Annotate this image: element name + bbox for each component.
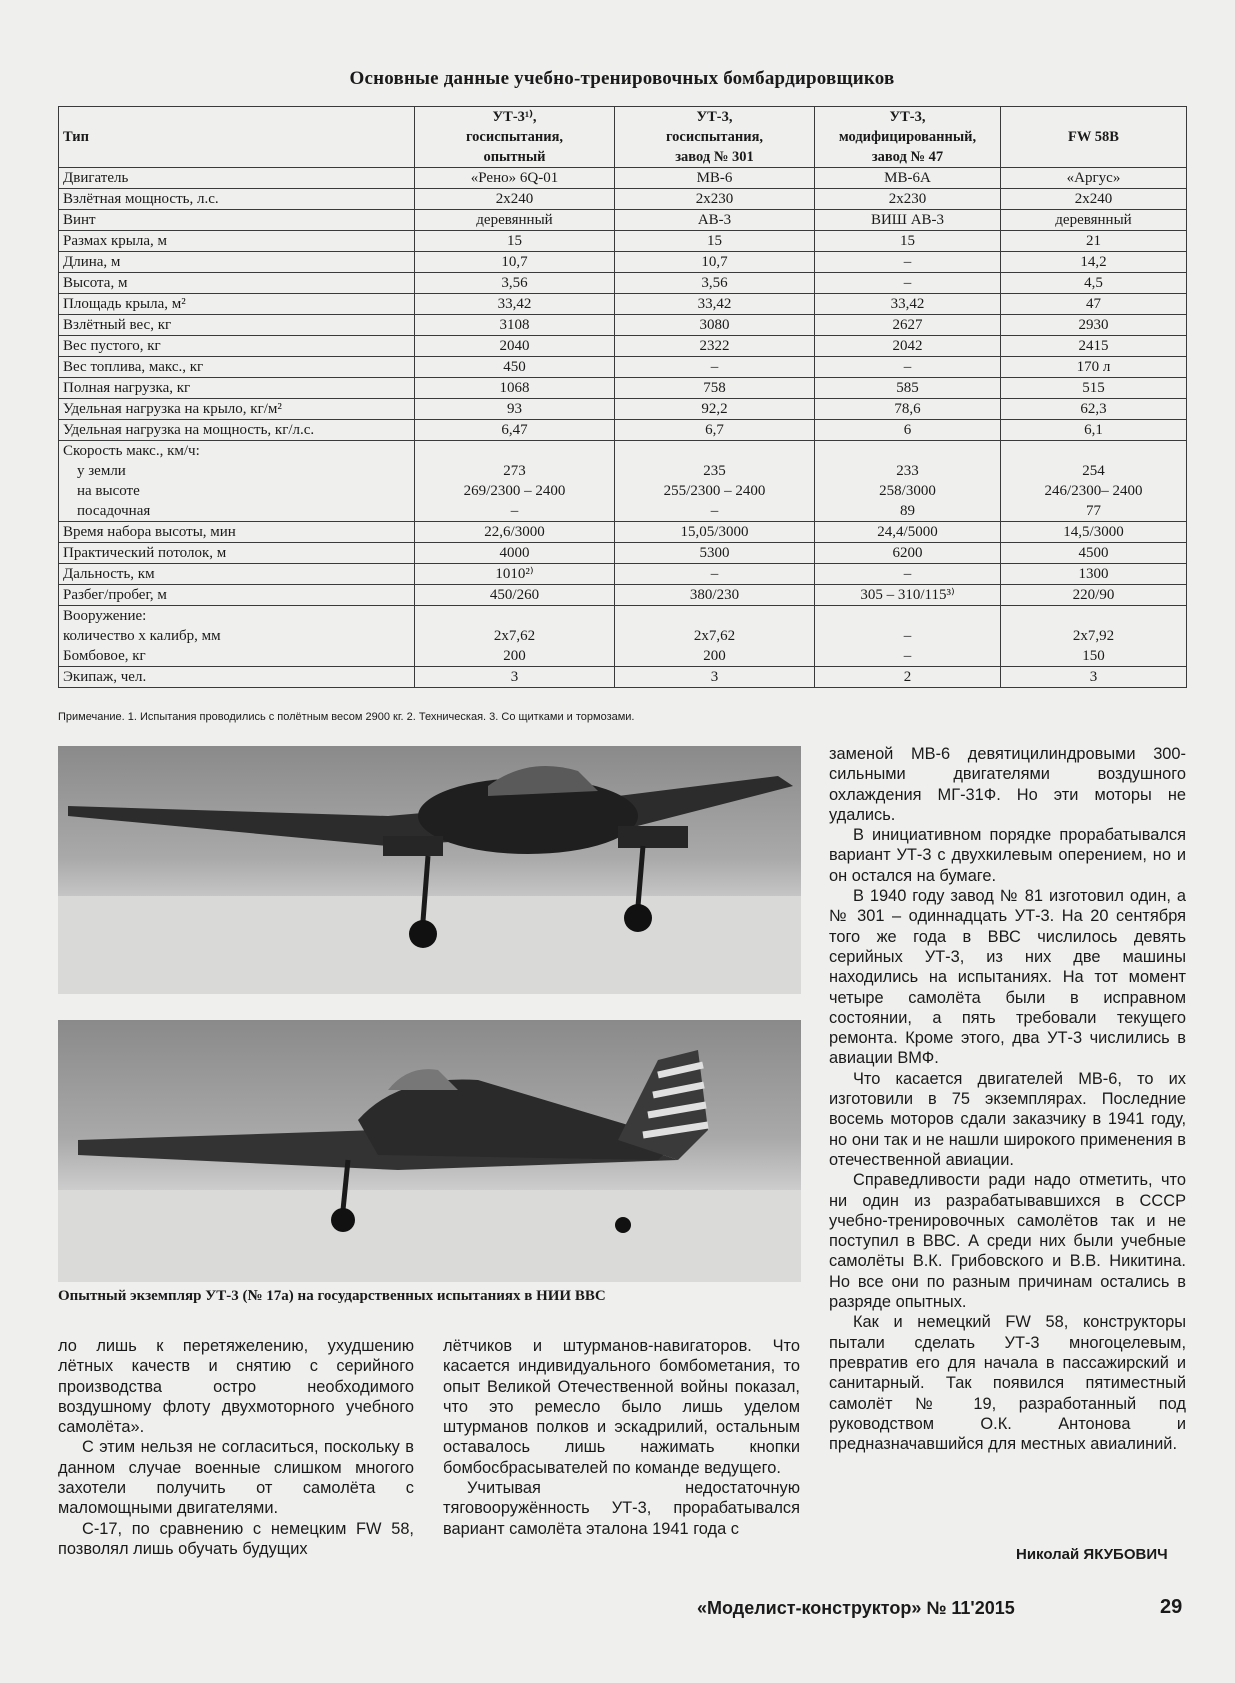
table-row (59, 564, 1187, 585)
cell-value: деревянный (415, 210, 615, 231)
cell-value: 22,6/3000 (415, 522, 615, 543)
table-row-speed: Скорость макс., км/ч: у земли на высоте посадочная 273 269/2300 – 2400 – 235 255/2300 – 2400 – 233 258/3000 89 254 246/2300– 2400 77 (59, 441, 1187, 522)
row-label: Вес пустого, кг (59, 336, 415, 357)
cell-value: 10,7 (415, 252, 615, 273)
cell-value: 10,7 (615, 252, 815, 273)
cell-value: 4,5 (1001, 273, 1187, 294)
cell-value: 6,7 (615, 420, 815, 441)
cell-value: 305 – 310/115³⁾ (815, 585, 1001, 606)
cell-value: 24,4/5000 (815, 522, 1001, 543)
table-row (59, 315, 1187, 336)
text-column-right (829, 744, 1186, 1454)
aircraft-photo-front (58, 746, 801, 994)
cell-value: 2627 (815, 315, 1001, 336)
paragraph: Учитывая недостаточную тяговооружённость УТ-3, прорабатывался вариант самолёта эталона 1941 года с (443, 1479, 800, 1538)
cell-value: 4000 (415, 543, 615, 564)
cell-value: деревянный (1001, 210, 1187, 231)
cell-value: 1300 (1001, 564, 1187, 585)
page-number: 29 (1160, 1596, 1183, 1618)
cell-value: 1068 (415, 378, 615, 399)
cell-value: 2415 (1001, 336, 1187, 357)
table-title: Основные данные учебно-тренировочных бомбардировщиков (349, 68, 895, 89)
cell-value: – (615, 564, 815, 585)
cell-value: 92,2 (615, 399, 815, 420)
row-label: Размах крыла, м (59, 231, 415, 252)
cell-value: 6,47 (415, 420, 615, 441)
cell-value: – (815, 273, 1001, 294)
table-row (59, 543, 1187, 564)
cell-value: 15 (415, 231, 615, 252)
table-row (59, 252, 1187, 273)
cell-value: 3108 (415, 315, 615, 336)
cell-value: – (815, 357, 1001, 378)
row-label: Полная нагрузка, кг (59, 378, 415, 399)
author-name: Николай ЯКУБОВИЧ (1016, 1546, 1168, 1563)
paragraph: Как и немецкий FW 58, конструкторы пытали сделать УТ-3 многоцелевым, превратив его для начала в пассажирский и санитарный. Так появился пятиместный самолёт № 19, разработанный под руководством О.К. Антонова и предназначавшийся для местных авиалиний. (829, 1313, 1186, 1454)
table-row (59, 585, 1187, 606)
cell-value: 14,5/3000 (1001, 522, 1187, 543)
cell-value: 78,6 (815, 399, 1001, 420)
cell-value: 2042 (815, 336, 1001, 357)
cell-value: 21 (1001, 231, 1187, 252)
row-label: Площадь крыла, м² (59, 294, 415, 315)
cell-value: МВ-6А (815, 168, 1001, 189)
paragraph: ло лишь к перетяжелению, ухудшению лётных качеств и снятию с серийного производства остро необходимого воздушному флоту двухмоторного учебного самолёта». (58, 1337, 414, 1437)
row-label: Время набора высоты, мин (59, 522, 415, 543)
cell-value: 1010²⁾ (415, 564, 615, 585)
specs-table (58, 106, 1187, 688)
row-label: Разбег/пробег, м (59, 585, 415, 606)
magazine-footer: «Моделист-конструктор» № 11'2015 (697, 1598, 1015, 1618)
paragraph: С-17, по сравнению с немецким FW 58, позволял лишь обучать будущих (58, 1519, 414, 1558)
header-col3: УТ-3, модифицированный, завод № 47 (815, 107, 1001, 168)
cell-value: 15 (615, 231, 815, 252)
cell-value: 6,1 (1001, 420, 1187, 441)
cell-value: 220/90 (1001, 585, 1187, 606)
row-label: Взлётная мощность, л.с. (59, 189, 415, 210)
row-label: Удельная нагрузка на крыло, кг/м² (59, 399, 415, 420)
cell-value: 6200 (815, 543, 1001, 564)
table-row (59, 189, 1187, 210)
table-row (59, 231, 1187, 252)
table-row (59, 336, 1187, 357)
table-row (59, 294, 1187, 315)
table-row (59, 210, 1187, 231)
cell-value: 2040 (415, 336, 615, 357)
paragraph: заменой МВ-6 девятицилиндровыми 300-сильными двигателями воздушного охлаждения МГ-31Ф. Но эти моторы не удались. (829, 745, 1186, 824)
row-label: Дальность, км (59, 564, 415, 585)
cell-value: 47 (1001, 294, 1187, 315)
text-column-middle (443, 1336, 800, 1539)
cell-value: 4500 (1001, 543, 1187, 564)
paragraph: лётчиков и штурманов-навигаторов. Что касается индивидуального бомбометания, то опыт Великой Отечественной войны показал, что это ремесло было лишь уделом штурманов полков и эскадрилий, остальным оставалось лишь нажимать кнопки бомбосбрасывателей по команде ведущего. (443, 1337, 800, 1477)
paragraph: В 1940 году завод № 81 изготовил один, а № 301 – одиннадцать УТ-3. На 20 сентября того же года в ВВС числилось девять серийных УТ-3, из них две машины находились на испытаниях. На тот момент четыре самолёта были в исправном состоянии, а пять требовали текущего ремонта. Кроме этого, два УТ-3 числились в авиации ВМФ. (829, 887, 1186, 1068)
cell-value: ВИШ АВ-3 (815, 210, 1001, 231)
table-row (59, 273, 1187, 294)
table-row-armament: Вооружение: количество х калибр, мм Бомбовое, кг 2x7,62 200 2x7,62 200 – – 2x7,92 150 (59, 606, 1187, 667)
cell-value: 2x240 (415, 189, 615, 210)
row-label: Вес топлива, макс., кг (59, 357, 415, 378)
cell-value: 15,05/3000 (615, 522, 815, 543)
cell-value: 2322 (615, 336, 815, 357)
cell-value: «Рено» 6Q-01 (415, 168, 615, 189)
header-type: Тип (59, 107, 415, 168)
header-col4: FW 58B (1001, 107, 1187, 168)
row-label: Практический потолок, м (59, 543, 415, 564)
cell-value: 2930 (1001, 315, 1187, 336)
paragraph: С этим нельзя не согласиться, поскольку в данном случае военные слишком многого захотели получить от самолёта с маломощными двигателями. (58, 1438, 414, 1518)
cell-value: 93 (415, 399, 615, 420)
row-label: Длина, м (59, 252, 415, 273)
cell-value: – (815, 564, 1001, 585)
aircraft-photo-side (58, 1020, 801, 1282)
paragraph: В инициативном порядке прорабатывался вариант УТ-3 с двухкилевым оперением, но и он остался на бумаге. (829, 826, 1186, 885)
cell-value: МВ-6 (615, 168, 815, 189)
cell-value: 2x230 (615, 189, 815, 210)
row-label: Двигатель (59, 168, 415, 189)
table-row (59, 357, 1187, 378)
row-label: Винт (59, 210, 415, 231)
cell-value: 450/260 (415, 585, 615, 606)
cell-value: 14,2 (1001, 252, 1187, 273)
paragraph: Справедливости ради надо отметить, что ни один из разрабатывавшихся в СССР учебно-тренировочных самолётов так и не поступил в ВВС. А среди них были учебные самолёты В.К. Грибовского и В.В. Никитина. Но все они по разным причинам остались в разряде опытных. (829, 1171, 1186, 1312)
table-row-crew: Экипаж, чел. 3 3 2 3 (59, 667, 1187, 688)
cell-value: «Аргус» (1001, 168, 1187, 189)
text-column-left (58, 1336, 414, 1559)
cell-value: 15 (815, 231, 1001, 252)
cell-value: – (815, 252, 1001, 273)
table-note: Примечание. 1. Испытания проводились с полётным весом 2900 кг. 2. Техническая. 3. Со щитками и тормозами. (58, 711, 635, 723)
cell-value: 758 (615, 378, 815, 399)
cell-value: 3080 (615, 315, 815, 336)
row-label: Высота, м (59, 273, 415, 294)
row-label: Взлётный вес, кг (59, 315, 415, 336)
cell-value: 33,42 (815, 294, 1001, 315)
cell-value: 62,3 (1001, 399, 1187, 420)
table-row (59, 420, 1187, 441)
cell-value: 2x230 (815, 189, 1001, 210)
table-header-row (59, 107, 1187, 168)
cell-value: 450 (415, 357, 615, 378)
cell-value: 33,42 (415, 294, 615, 315)
paragraph: Что касается двигателей МВ-6, то их изготовили в 75 экземплярах. Последние восемь моторов сдали заказчику в 1941 году, но они так и не нашли широкого применения в отечественной авиации. (829, 1069, 1186, 1169)
cell-value: 6 (815, 420, 1001, 441)
cell-value: 33,42 (615, 294, 815, 315)
header-col2: УТ-3, госиспытания, завод № 301 (615, 107, 815, 168)
header-col1: УТ-3¹⁾, госиспытания, опытный (415, 107, 615, 168)
cell-value: 5300 (615, 543, 815, 564)
table-row (59, 522, 1187, 543)
cell-value: 380/230 (615, 585, 815, 606)
row-label: Удельная нагрузка на мощность, кг/л.с. (59, 420, 415, 441)
table-row (59, 399, 1187, 420)
cell-value: 3,56 (415, 273, 615, 294)
table-row (59, 168, 1187, 189)
cell-value: – (615, 357, 815, 378)
cell-value: 3,56 (615, 273, 815, 294)
cell-value: 2x240 (1001, 189, 1187, 210)
cell-value: 585 (815, 378, 1001, 399)
cell-value: 515 (1001, 378, 1187, 399)
table-row (59, 378, 1187, 399)
cell-value: 170 л (1001, 357, 1187, 378)
photo-caption: Опытный экземпляр УТ-3 (№ 17а) на государственных испытаниях в НИИ ВВС (58, 1288, 606, 1304)
cell-value: АВ-3 (615, 210, 815, 231)
